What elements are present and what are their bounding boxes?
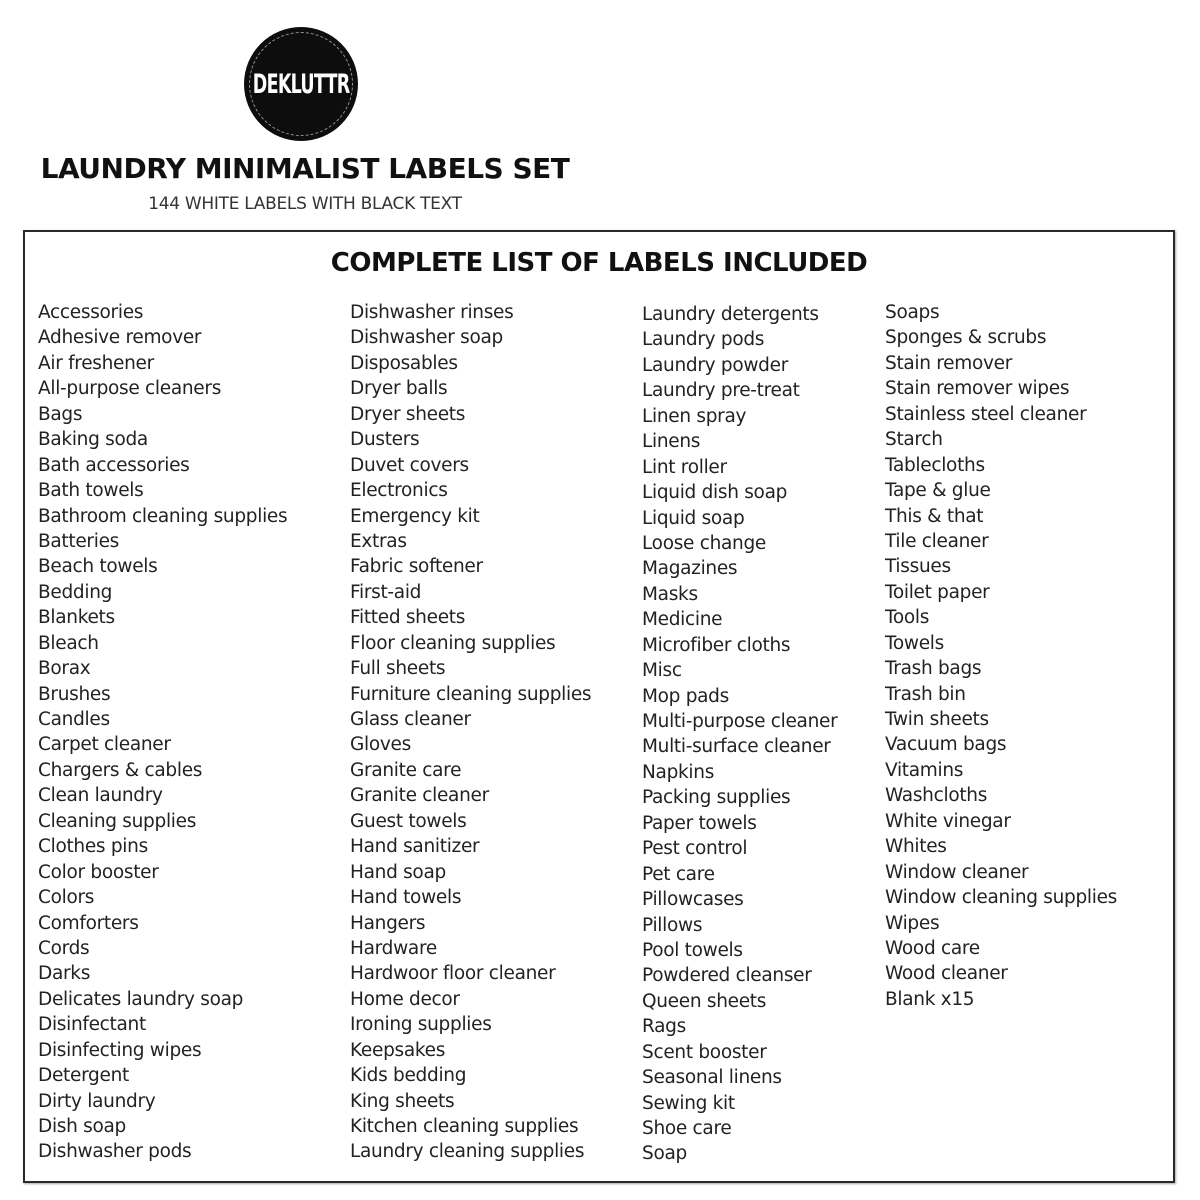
label-list-item: Laundry pods — [642, 329, 765, 351]
label-list-item: Wood care — [885, 937, 980, 959]
label-list-item: Hardware — [350, 937, 437, 959]
label-list-item: Pest control — [642, 838, 748, 860]
label-list-item: Magazines — [642, 558, 738, 580]
label-list-item: Bathroom cleaning supplies — [38, 505, 288, 527]
label-list-item: Cords — [38, 937, 90, 959]
label-list-item: King sheets — [350, 1090, 455, 1112]
labels-column-1 — [38, 300, 287, 1165]
label-list-item: Trash bags — [885, 658, 982, 680]
label-list-item: Beach towels — [38, 556, 158, 578]
label-list-item: Linens — [642, 431, 701, 453]
label-list-item: Kids bedding — [350, 1065, 467, 1087]
label-list-item: Blankets — [38, 607, 115, 629]
label-list-item: Bath accessories — [38, 454, 190, 476]
label-list-item: Pool towels — [642, 939, 743, 961]
labels-column-2 — [350, 300, 591, 1165]
label-list-item: Dryer balls — [350, 378, 448, 400]
label-list-item: Comforters — [38, 912, 139, 934]
label-list-item: Wipes — [885, 912, 940, 934]
label-list-item: Baking soda — [38, 429, 148, 451]
label-list-item: Starch — [885, 429, 943, 451]
label-list-item: Tissues — [885, 556, 951, 578]
labels-column-3 — [642, 302, 837, 1167]
label-list-item: Hardwoor floor cleaner — [350, 963, 556, 985]
label-list-item: Laundry cleaning supplies — [350, 1141, 585, 1163]
label-list-item: Queen sheets — [642, 990, 767, 1012]
label-list-item: Pillows — [642, 914, 703, 936]
label-list-item: Pet care — [642, 863, 715, 885]
label-list-item: Chargers & cables — [38, 759, 203, 781]
label-list-item: Dirty laundry — [38, 1090, 156, 1112]
label-list-item: Multi-surface cleaner — [642, 736, 831, 758]
label-list-item: Linen spray — [642, 405, 747, 427]
label-list-item: Hand soap — [350, 861, 446, 883]
label-list-item: Sewing kit — [642, 1092, 735, 1114]
label-list-item: This & that — [885, 505, 984, 527]
label-list-item: Twin sheets — [885, 709, 989, 730]
label-list-item: First-aid — [350, 581, 422, 603]
label-list-item: Electronics — [350, 480, 448, 502]
label-list-item: Stain remover — [885, 352, 1013, 374]
label-list-item: Candles — [38, 709, 110, 730]
label-list-item: Bath towels — [38, 480, 144, 502]
label-list-item: Bedding — [38, 581, 113, 603]
label-list-item: Gloves — [350, 734, 411, 756]
label-list-item: Fabric softener — [350, 556, 483, 578]
label-list-item: Detergent — [38, 1065, 129, 1087]
label-list-item: Stainless steel cleaner — [885, 403, 1087, 425]
label-list-item: Ironing supplies — [350, 1014, 492, 1036]
label-list-item: Seasonal linens — [642, 1067, 782, 1089]
page-title: LAUNDRY MINIMALIST LABELS SET — [40, 152, 570, 185]
label-list-item: Glass cleaner — [350, 709, 471, 730]
label-list-item: Duvet covers — [350, 454, 469, 476]
label-list-item: Kitchen cleaning supplies — [350, 1116, 579, 1137]
label-list-item: Lint roller — [642, 456, 727, 478]
label-list-item: Masks — [642, 583, 698, 605]
label-list-item: Dish soap — [38, 1116, 126, 1137]
label-list-item: Clothes pins — [38, 836, 148, 858]
label-list-item: Vacuum bags — [885, 734, 1007, 756]
label-list-item: Laundry detergents — [642, 304, 819, 325]
label-list-item: Napkins — [642, 761, 715, 783]
label-list-item: Furniture cleaning supplies — [350, 683, 592, 705]
label-list-item: Vitamins — [885, 759, 964, 781]
label-list-item: Soaps — [885, 302, 940, 323]
brand-logo — [244, 27, 358, 141]
label-list-item: Granite care — [350, 759, 462, 781]
label-list-item: Toilet paper — [885, 581, 990, 603]
label-list-item: Bags — [38, 403, 83, 425]
label-list-item: Powdered cleanser — [642, 965, 812, 987]
page-subtitle: 144 WHITE LABELS WITH BLACK TEXT — [148, 194, 462, 214]
label-list-item: White vinegar — [885, 810, 1011, 832]
label-list-item: Sponges & scrubs — [885, 327, 1047, 349]
label-list-item: Batteries — [38, 530, 119, 552]
label-list-item: Loose change — [642, 532, 767, 554]
label-list-item: Medicine — [642, 609, 723, 631]
label-list-item: Delicates laundry soap — [38, 988, 244, 1010]
label-list-item: Guest towels — [350, 810, 467, 832]
label-list-item: Full sheets — [350, 658, 446, 680]
brand-logo-text: DEKLUTTR — [252, 68, 350, 100]
label-list-item: Window cleaner — [885, 861, 1029, 883]
label-list-item: Air freshener — [38, 352, 154, 374]
label-list-item: Dishwasher pods — [38, 1141, 192, 1163]
label-list-item: Borax — [38, 658, 91, 680]
label-list-item: Rags — [642, 1016, 686, 1038]
label-list-item: Shoe care — [642, 1118, 732, 1139]
label-list-item: Dishwasher rinses — [350, 302, 514, 323]
label-list-item: Home decor — [350, 988, 460, 1010]
label-list-item: Color booster — [38, 861, 159, 883]
label-list-item: Dishwasher soap — [350, 327, 503, 349]
label-list-item: Pillowcases — [642, 889, 744, 911]
label-list-item: Stain remover wipes — [885, 378, 1070, 400]
label-list-item: Packing supplies — [642, 787, 791, 809]
label-list-item: Whites — [885, 836, 947, 858]
label-list-item: Disinfecting wipes — [38, 1039, 202, 1061]
label-list-item: Window cleaning supplies — [885, 887, 1118, 909]
label-list-item: Mop pads — [642, 685, 729, 707]
label-list-item: Trash bin — [885, 683, 966, 705]
label-list-item: Paper towels — [642, 812, 757, 834]
label-list-item: Emergency kit — [350, 505, 480, 527]
label-list-item: Bleach — [38, 632, 99, 654]
label-list-item: Towels — [885, 632, 944, 654]
label-list-item: Hangers — [350, 912, 426, 934]
label-list-item: Misc — [642, 660, 682, 682]
label-list-item: Soap — [642, 1143, 687, 1165]
label-list-item: Dusters — [350, 429, 420, 451]
label-list-item: Carpet cleaner — [38, 734, 171, 756]
label-list-item: Tape & glue — [885, 480, 991, 502]
label-list-item: Adhesive remover — [38, 327, 202, 349]
label-list-item: Washcloths — [885, 785, 988, 807]
label-list-item: Extras — [350, 530, 407, 552]
label-list-item: Disinfectant — [38, 1014, 146, 1036]
labels-list-panel — [23, 230, 1175, 1183]
label-list-item: Colors — [38, 887, 95, 909]
label-list-item: Fitted sheets — [350, 607, 466, 629]
label-list-item: Hand towels — [350, 887, 462, 909]
label-list-item: Wood cleaner — [885, 963, 1008, 985]
label-list-item: Keepsakes — [350, 1039, 446, 1061]
panel-title: COMPLETE LIST OF LABELS INCLUDED — [330, 248, 868, 278]
label-list-item: Granite cleaner — [350, 785, 489, 807]
label-list-item: Accessories — [38, 302, 144, 323]
label-list-item: Disposables — [350, 352, 458, 374]
label-list-item: Darks — [38, 963, 91, 985]
label-list-item: Liquid dish soap — [642, 482, 788, 504]
label-list-item: Multi-purpose cleaner — [642, 711, 838, 732]
label-list-item: Scent booster — [642, 1041, 767, 1063]
label-list-item: Brushes — [38, 683, 111, 705]
label-list-item: Blank x15 — [885, 988, 975, 1010]
label-list-item: Microfiber cloths — [642, 634, 791, 656]
label-list-item: Liquid soap — [642, 507, 745, 529]
label-list-item: Laundry powder — [642, 354, 788, 376]
labels-column-4 — [885, 300, 1117, 1012]
label-list-item: All-purpose cleaners — [38, 378, 222, 400]
label-list-item: Tools — [885, 607, 930, 629]
label-list-item: Dryer sheets — [350, 403, 466, 425]
label-list-item: Laundry pre-treat — [642, 380, 800, 402]
label-list-item: Cleaning supplies — [38, 810, 197, 832]
label-list-item: Tablecloths — [885, 454, 985, 476]
label-list-item: Hand sanitizer — [350, 836, 480, 858]
label-list-item: Tile cleaner — [885, 530, 989, 552]
label-list-item: Clean laundry — [38, 785, 163, 807]
label-list-item: Floor cleaning supplies — [350, 632, 556, 654]
